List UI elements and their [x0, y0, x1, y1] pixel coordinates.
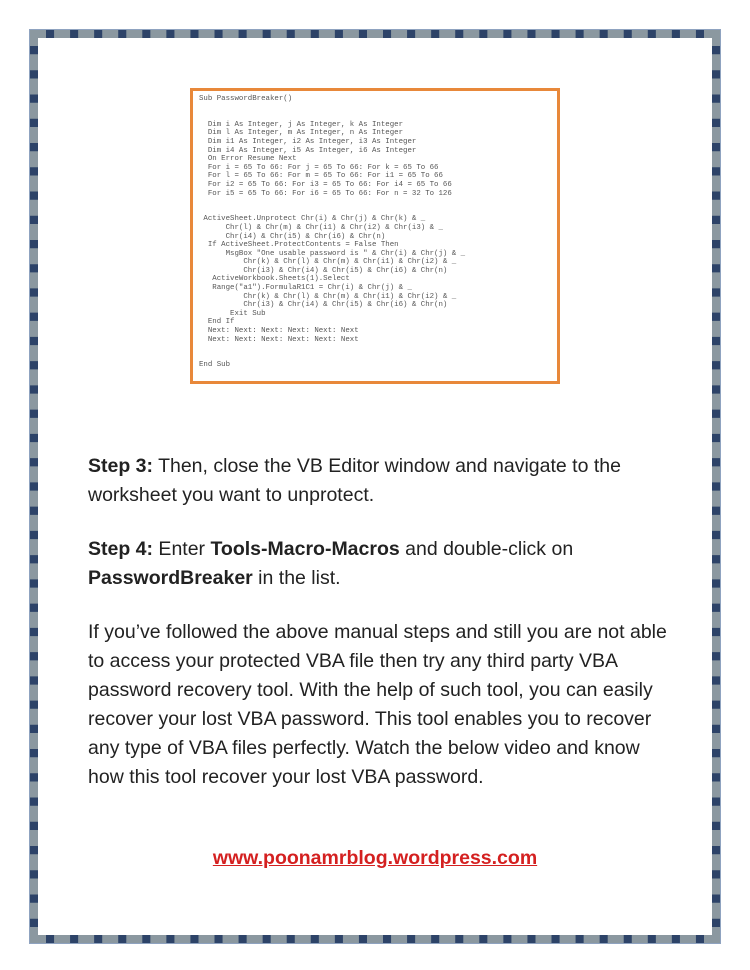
code-line: Range("a1").FormulaR1C1 = Chr(i) & Chr(j) & _ [199, 284, 412, 293]
recovery-tool-paragraph: If you’ve followed the above manual steps and still you are not able to access your protected VBA file then try any third party VBA password recovery tool. With the help of such tool, you can easily recover your lost VBA password. This tool enables you to recover any type of VBA files perfectly. Watch the below video and know how this tool recover your lost VBA password. [88, 621, 667, 788]
vba-code-screenshot [190, 88, 560, 384]
code-line: Chr(i3) & Chr(i4) & Chr(i5) & Chr(i6) & Chr(n) [199, 301, 448, 310]
code-line: Dim i1 As Integer, i2 As Integer, i3 As Integer [199, 137, 417, 146]
code-line: Chr(k) & Chr(l) & Chr(m) & Chr(i1) & Chr(i2) & _ [199, 292, 457, 301]
code-line: Next: Next: Next: Next: Next: Next [199, 335, 359, 344]
code-line: For i2 = 65 To 66: For i3 = 65 To 66: For i4 = 65 To 66 [199, 180, 452, 189]
step-4-text-2: and double-click on [399, 538, 574, 560]
step-4-text-3: in the list. [252, 567, 341, 589]
code-line: Dim l As Integer, m As Integer, n As Integer [199, 129, 404, 138]
code-line [199, 112, 557, 121]
menu-path: Tools-Macro-Macros [210, 538, 400, 560]
code-line: For i5 = 65 To 66: For i6 = 65 To 66: For n = 32 To 126 [199, 189, 452, 198]
step-4-label: Step 4: [88, 538, 154, 560]
code-line [199, 198, 557, 207]
code-line: For i = 65 To 66: For j = 65 To 66: For k = 65 To 66 [199, 163, 439, 172]
code-line: End If [199, 318, 235, 327]
code-line: ActiveWorkbook.Sheets(1).Select [199, 275, 350, 284]
code-line: Sub PasswordBreaker() [199, 95, 293, 103]
code-line: Chr(k) & Chr(l) & Chr(m) & Chr(i1) & Chr(i2) & _ [199, 258, 457, 267]
code-line: Dim i As Integer, j As Integer, k As Integer [199, 120, 404, 129]
step-3-text [88, 452, 688, 510]
step-3-description: Then, close the VB Editor window and navigate to the worksheet you want to unprotect. [88, 455, 621, 506]
code-line: End Sub [199, 361, 231, 370]
code-line: Chr(i4) & Chr(i5) & Chr(i6) & Chr(n) [199, 232, 386, 241]
code-line: Exit Sub [199, 309, 266, 318]
code-line: ActiveSheet.Unprotect Chr(i) & Chr(j) & Chr(k) & _ [199, 215, 426, 224]
code-line: Dim i4 As Integer, i5 As Integer, i6 As Integer [199, 146, 417, 155]
macro-name: PasswordBreaker [88, 567, 253, 589]
vba-code [193, 91, 557, 370]
code-line: If ActiveSheet.ProtectContents = False Then [199, 241, 399, 250]
step-4-text [88, 535, 628, 593]
blog-link[interactable]: www.poonamrblog.wordpress.com [212, 847, 538, 869]
code-line: On Error Resume Next [199, 155, 297, 164]
code-line [199, 353, 557, 362]
code-line: Next: Next: Next: Next: Next: Next [199, 327, 359, 336]
code-line: Chr(l) & Chr(m) & Chr(i1) & Chr(i2) & Chr(i3) & _ [199, 223, 443, 232]
step-4-text-1: Enter [153, 538, 211, 560]
code-line [199, 104, 557, 113]
code-line: Chr(i3) & Chr(i4) & Chr(i5) & Chr(i6) & Chr(n) [199, 266, 448, 275]
step-3-label: Step 3: [88, 455, 154, 477]
code-line [199, 207, 557, 216]
code-line [199, 344, 557, 353]
code-line: For l = 65 To 66: For m = 65 To 66: For i1 = 65 To 66 [199, 172, 443, 181]
code-line: MsgBox "One usable password is " & Chr(i) & Chr(j) & _ [199, 249, 466, 258]
